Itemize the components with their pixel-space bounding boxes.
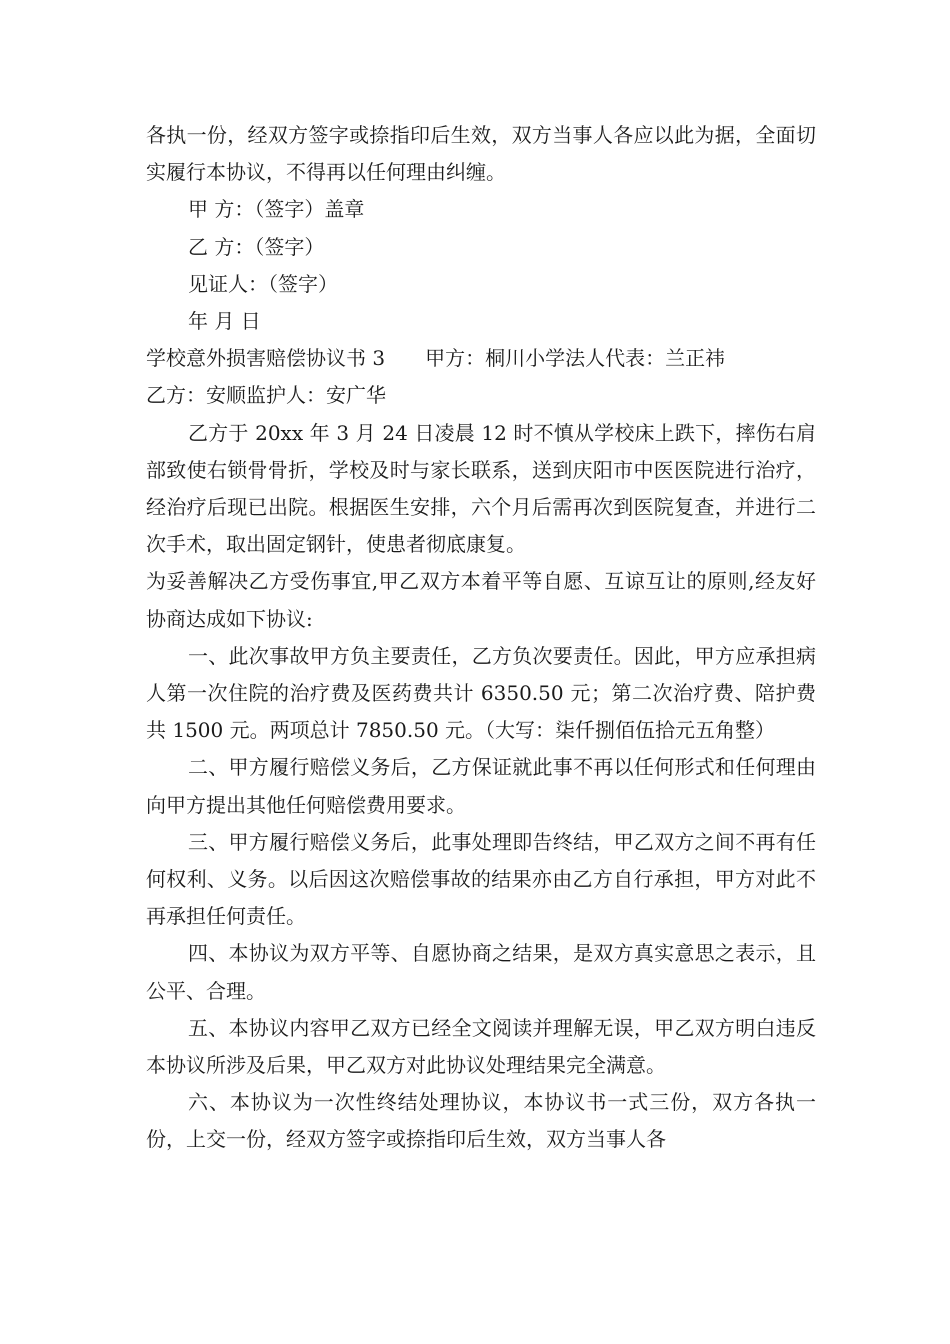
clause-1: 一、此次事故甲方负主要责任，乙方负次要责任。因此，甲方应承担病人第一次住院的治疗费及医药费共计 6350.50 元；第二次治疗费、陪护费共 1500 元。两项总计 7850.50 元。（大写：柒仟捌佰伍拾元五角整） — [146, 643, 816, 743]
clause-4: 四、本协议为双方平等、自愿协商之结果，是双方真实意思之表示，且公平、合理。 — [146, 941, 816, 1003]
signature-party-a: 甲 方：（签字）盖章 — [188, 197, 365, 222]
party-a-info: 甲方：桐川小学法人代表：兰正祎 — [425, 346, 726, 371]
signature-party-b: 乙 方：（签字） — [188, 234, 325, 259]
party-b-info: 乙方：安顺监护人：安广华 — [146, 383, 386, 408]
agreement-preamble: 为妥善解决乙方受伤事宜,甲乙双方本着平等自愿、互谅互让的原则,经友好协商达成如下协议: — [146, 569, 816, 631]
clause-3: 三、甲方履行赔偿义务后，此事处理即告终结，甲乙双方之间不再有任何权利、义务。以后因这次赔偿事故的结果亦由乙方自行承担，甲方对此不再承担任何责任。 — [146, 829, 816, 929]
paragraph-closing-continued: 各执一份，经双方签字或捺指印后生效，双方当事人各应以此为据，全面切实履行本协议，不得再以任何理由纠缠。 — [146, 123, 816, 185]
clause-6: 六、本协议为一次性终结处理协议，本协议书一式三份，双方各执一份，上交一份，经双方签字或捺指印后生效，双方当事人各 — [146, 1090, 816, 1152]
clause-2: 二、甲方履行赔偿义务后，乙方保证就此事不再以任何形式和任何理由向甲方提出其他任何赔偿费用要求。 — [146, 755, 816, 817]
agreement-title: 学校意外损害赔偿协议书 3 — [146, 346, 386, 371]
clause-5: 五、本协议内容甲乙双方已经全文阅读并理解无误，甲乙双方明白违反本协议所涉及后果，甲乙双方对此协议处理结果完全满意。 — [146, 1015, 816, 1078]
document-body — [146, 117, 816, 1159]
signature-witness: 见证人：（签字） — [188, 271, 338, 296]
signature-date: 年 月 日 — [188, 309, 261, 334]
incident-description: 乙方于 20xx 年 3 月 24 日凌晨 12 时不慎从学校床上跌下，摔伤右肩部致使右锁骨骨折，学校及时与家长联系，送到庆阳市中医医院进行治疗，经治疗后现已出院。根据医生安排，六个月后需再次到医院复查，并进行二次手术，取出固定钢针，使患者彻底康复。 — [146, 420, 816, 557]
agreement-title-line — [146, 340, 816, 377]
